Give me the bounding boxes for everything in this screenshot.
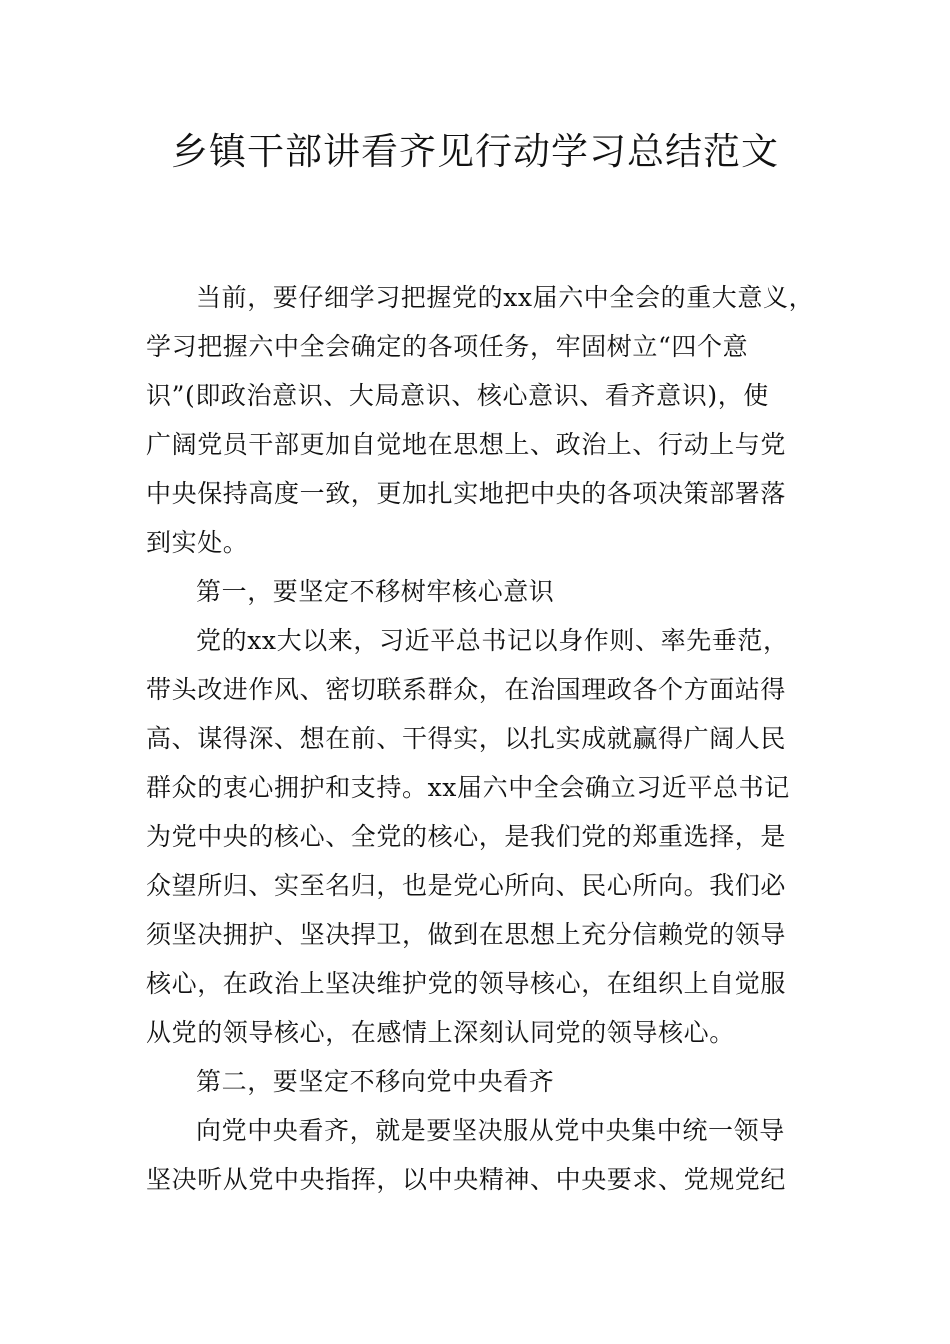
paragraph-line: 须坚决拥护、坚决捍卫，做到在思想上充分信赖党的领导 <box>146 920 787 949</box>
paragraph-line: 广阔党员干部更加自觉地在思想上、政治上、行动上与党 <box>146 430 787 459</box>
paragraph-line: 众望所归、实至名归，也是党心所向、民心所向。我们必 <box>146 871 787 900</box>
paragraph-line: 识”(即政治意识、大局意识、核心意识、看齐意识)，使 <box>146 381 769 410</box>
paragraph-line: 带头改进作风、密切联系群众，在治国理政各个方面站得 <box>146 675 787 704</box>
paragraph-line: 学习把握六中全会确定的各项任务，牢固树立“四个意 <box>146 332 749 361</box>
paragraph-line: 高、谋得深、想在前、干得实，以扎实成就赢得广阔人民 <box>146 724 787 753</box>
paragraph-line: 到实处。 <box>146 528 249 557</box>
document-title: 乡镇干部讲看齐见行动学习总结范文 <box>171 130 779 173</box>
section-heading: 第一，要坚定不移树牢核心意识 <box>196 577 555 606</box>
paragraph-line: 党的xx大以来，习近平总书记以身作则、率先垂范， <box>196 626 789 655</box>
paragraph-line: 当前，要仔细学习把握党的xx届六中全会的重大意义， <box>196 283 815 312</box>
paragraph-line: 群众的衷心拥护和支持。xx届六中全会确立习近平总书记 <box>146 773 790 802</box>
paragraph-line: 从党的领导核心，在感情上深刻认同党的领导核心。 <box>146 1018 735 1047</box>
paragraph-line: 坚决听从党中央指挥，以中央精神、中央要求、党规党纪 <box>146 1165 787 1194</box>
paragraph-line: 核心，在政治上坚决维护党的领导核心，在组织上自觉服 <box>146 969 787 998</box>
paragraph-line: 向党中央看齐，就是要坚决服从党中央集中统一领导 <box>196 1116 785 1145</box>
document-body <box>146 273 814 1204</box>
paragraph-line: 为党中央的核心、全党的核心，是我们党的郑重选择，是 <box>146 822 787 851</box>
section-heading: 第二，要坚定不移向党中央看齐 <box>196 1067 555 1096</box>
paragraph-line: 中央保持高度一致，更加扎实地把中央的各项决策部署落 <box>146 479 787 508</box>
